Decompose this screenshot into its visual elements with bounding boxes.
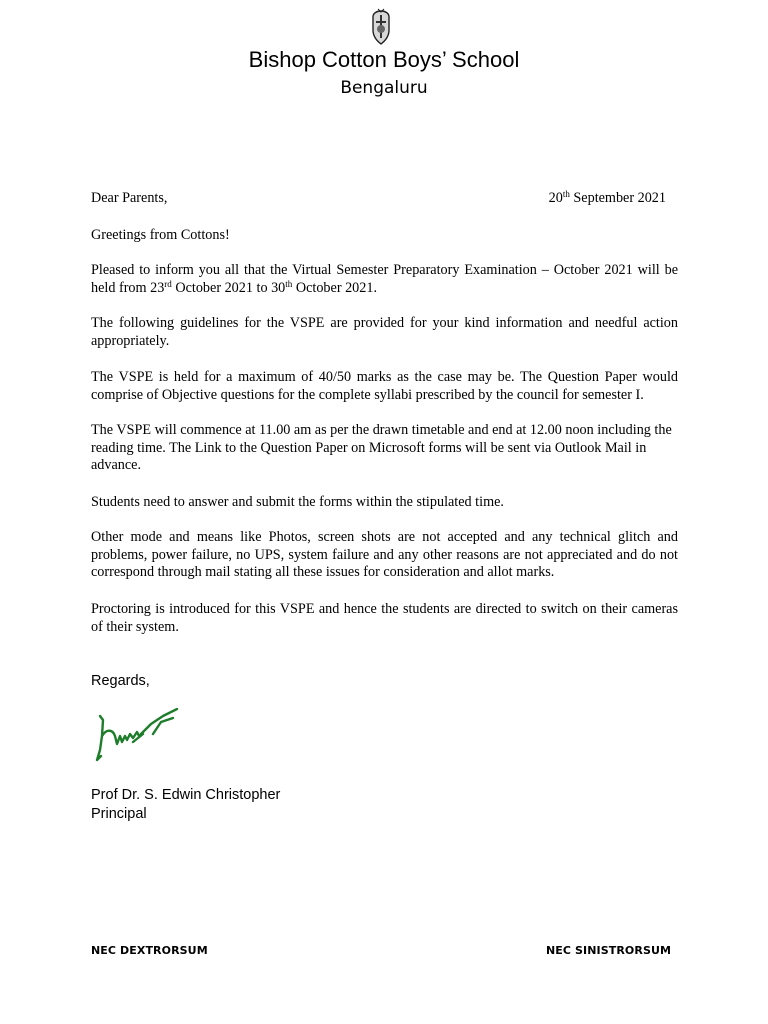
signature-image	[93, 708, 193, 770]
exam-sup-b: th	[285, 278, 293, 289]
signer-name: Prof Dr. S. Edwin Christopher	[91, 787, 281, 803]
school-city: Bengaluru	[340, 78, 428, 98]
closing: Regards,	[91, 673, 150, 689]
date-day-suffix: th	[562, 189, 570, 199]
paragraph-timing: The VSPE will commence at 11.00 am as per the drawn timetable and end at 12.00 noon including the reading time. The Link to the Question Paper on Microsoft forms will be sent via Outlook Mail in advance.	[91, 422, 672, 474]
exam-sup-a: rd	[164, 278, 172, 289]
paragraph-other-modes: Other mode and means like Photos, screen shots are not accepted and any technical glitch and problems, power failure, no UPS, system failure and any other reasons are not appreciated and do not correspond through mail stating all these issues for consideration and allot marks.	[91, 529, 678, 581]
date-rest: September 2021	[569, 190, 666, 206]
paragraph-proctoring: Proctoring is introduced for this VSPE and hence the students are directed to switch on their cameras of their system.	[91, 601, 678, 635]
exam-text-c: October 2021.	[292, 279, 378, 296]
footer-motto-left: NEC DEXTRORSUM	[91, 944, 208, 957]
paragraph-guidelines: The following guidelines for the VSPE are provided for your kind information and needful action appropriately.	[91, 315, 678, 349]
greeting: Greetings from Cottons!	[91, 227, 230, 243]
paragraph-marks: The VSPE is held for a maximum of 40/50 marks as the case may be. The Question Paper would comprise of Objective questions for the complete syllabi prescribed by the council for semester I.	[91, 369, 678, 403]
date-day: 20	[548, 190, 563, 206]
school-crest-icon	[369, 8, 393, 48]
exam-text-a: Pleased to inform you all that the Virtual Semester Preparatory Examination – October 2021 will be held from 23	[91, 262, 678, 296]
signer-title: Principal	[91, 806, 147, 822]
letter-date	[549, 189, 666, 207]
paragraph-exam-dates	[91, 262, 678, 297]
school-name: Bishop Cotton Boys’ School	[248, 47, 520, 72]
salutation: Dear Parents,	[91, 190, 168, 206]
exam-text-b: October 2021 to 30	[171, 279, 286, 296]
footer-motto-right: NEC SINISTRORSUM	[546, 944, 672, 957]
paragraph-submit: Students need to answer and submit the forms within the stipulated time.	[91, 494, 504, 510]
